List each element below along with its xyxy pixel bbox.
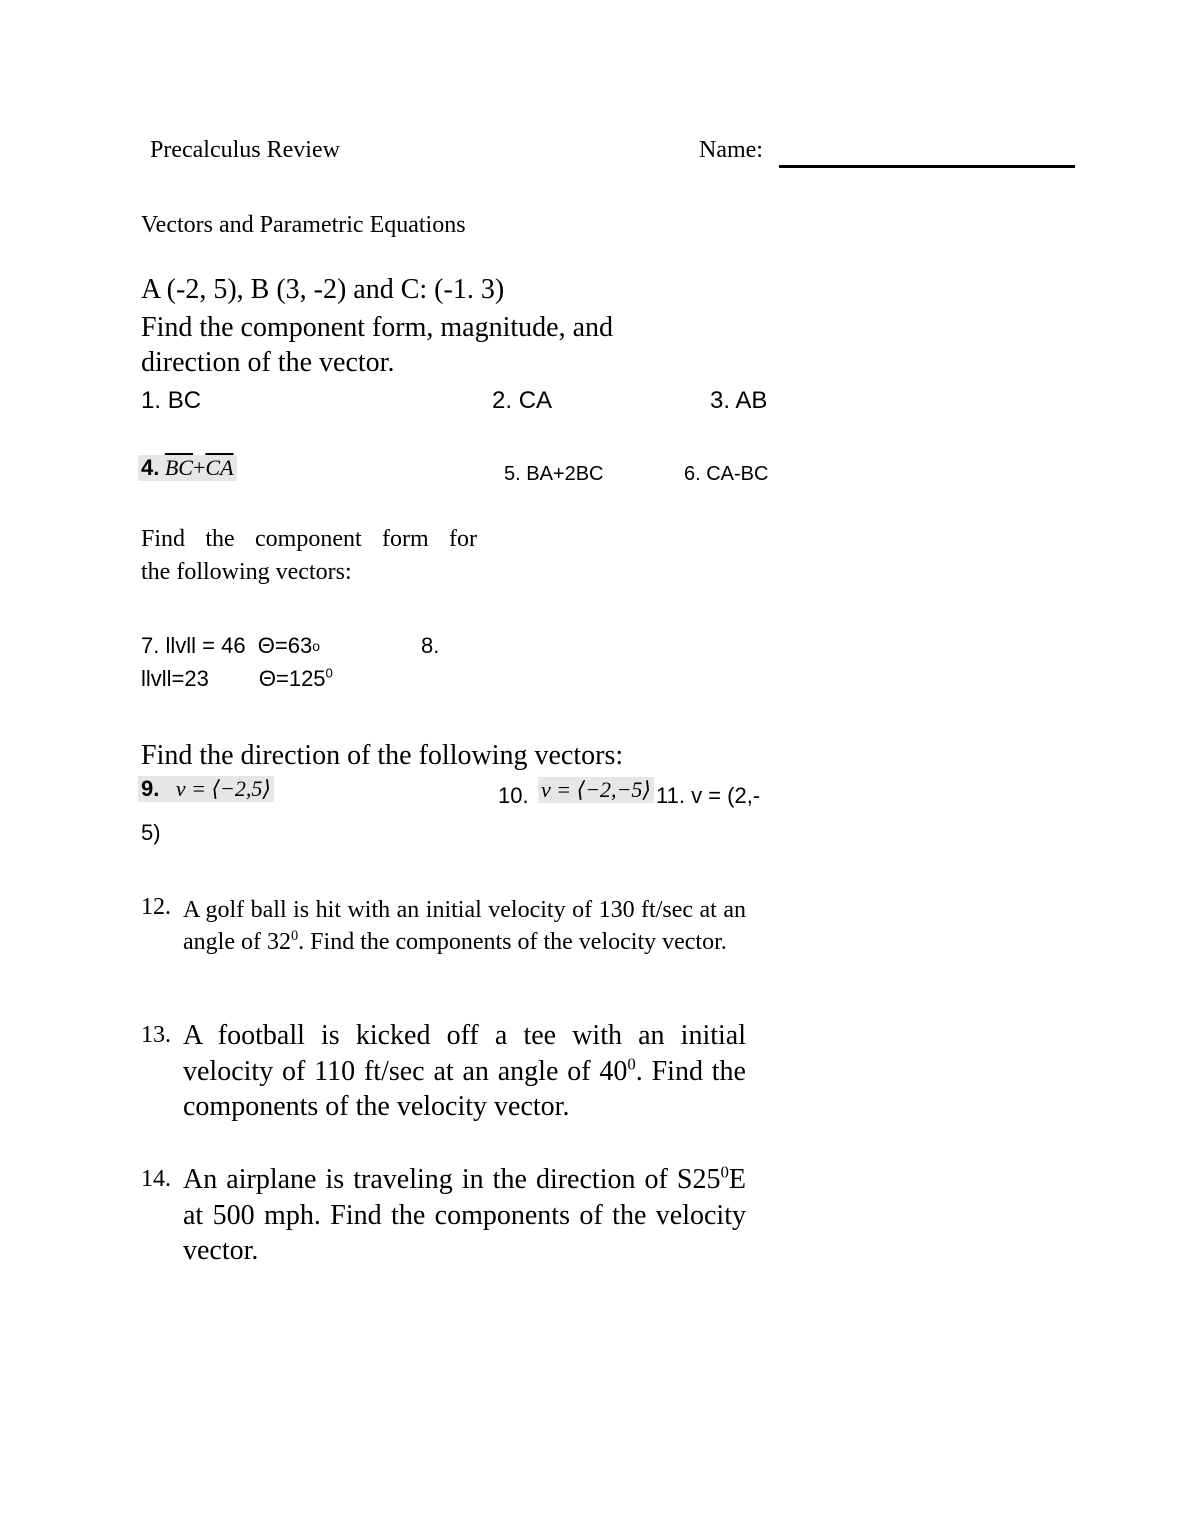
problem-9 [138, 776, 274, 802]
problem-14 [141, 1162, 746, 1269]
problem-14-text-a: An airplane is traveling in the direction of S25 [183, 1164, 721, 1195]
problem-4 [138, 455, 237, 481]
problem-3 [710, 387, 767, 415]
problem-4-vector-bc: $\overline{BC}$ [164, 455, 193, 480]
problem-8-number: 8. [421, 633, 440, 658]
name-label: Name: [699, 137, 763, 163]
instruction-1-line-2: direction of the vector. [141, 347, 395, 378]
document-title: Precalculus Review [150, 137, 340, 163]
problem-13-degree: 0 [627, 1054, 636, 1074]
problem-12-text-a: A golf ball is hit with an initial velocity of 130 ft/sec at an angle of 32 [183, 897, 746, 955]
problem-8-angle: Θ=125 [258, 666, 326, 691]
problem-7-degree: o [312, 638, 321, 654]
problem-11-line-2: 5) [141, 820, 161, 845]
problem-2-vector: CA [518, 387, 553, 414]
problem-9-vector: v = ⟨−2,5⟩ [175, 776, 271, 801]
problem-10-vector: v = ⟨−2,−5⟩ [538, 777, 654, 803]
problem-4-number: 4. [141, 455, 160, 480]
name-blank-line [779, 165, 1075, 168]
instruction-1-line-1: Find the component form, magnitude, and [141, 312, 614, 343]
problem-9-number: 9. [141, 776, 160, 801]
problem-11-line-1: 11. v = (2,- [656, 783, 761, 808]
problem-14-text-b: E at 500 mph. Find the components of the velocity vector. [183, 1164, 746, 1266]
instruction-2-line-1: Find the component form for [141, 526, 477, 552]
problem-14-number: 14. [141, 1166, 171, 1192]
problem-8 [141, 666, 333, 692]
problem-12-text-b: . Find the components of the velocity vector. [298, 929, 727, 955]
problem-1 [141, 387, 201, 415]
instruction-3: Find the direction of the following vectors: [141, 740, 624, 771]
problem-13-text-a: A football is kicked off a tee with an initial velocity of 110 ft/sec at an angle of 40 [183, 1020, 746, 1087]
given-points: A (-2, 5), B (3, -2) and C: (-1. 3) [141, 274, 505, 305]
problem-2 [492, 387, 552, 415]
problem-12-text [183, 894, 746, 958]
problem-13 [141, 1018, 746, 1125]
problem-4-vector-ca: $\overline{CA}$ [205, 455, 234, 480]
problem-12 [141, 894, 746, 958]
problem-12-degree: 0 [290, 928, 299, 944]
problem-5: 5. BA+2BC [504, 463, 604, 485]
problem-7 [141, 633, 320, 659]
problem-7-angle: Θ=63 [257, 633, 313, 658]
problem-7-magnitude: 7. llvll = 46 [141, 633, 246, 658]
problem-4-plus: + [192, 455, 206, 480]
problem-8-degree: 0 [325, 665, 333, 681]
instruction-2-line-2: the following vectors: [141, 559, 352, 585]
problem-3-vector: AB [735, 387, 768, 414]
problem-14-text [183, 1162, 746, 1269]
problem-1-vector: BC [167, 387, 202, 414]
problem-14-degree: 0 [720, 1162, 729, 1182]
problem-1-number: 1. [141, 387, 162, 414]
problem-13-text-b: . Find the components of the velocity vector. [183, 1055, 746, 1122]
problem-2-number: 2. [492, 387, 513, 414]
problem-6: 6. CA-BC [684, 463, 769, 485]
problem-12-number: 12. [141, 894, 171, 920]
problem-8-magnitude: llvll=23 [141, 666, 209, 691]
problem-13-text [183, 1018, 746, 1125]
problem-13-number: 13. [141, 1022, 171, 1048]
problem-10-number: 10. [498, 783, 529, 808]
problem-3-number: 3. [710, 387, 731, 414]
section-title: Vectors and Parametric Equations [141, 212, 466, 238]
